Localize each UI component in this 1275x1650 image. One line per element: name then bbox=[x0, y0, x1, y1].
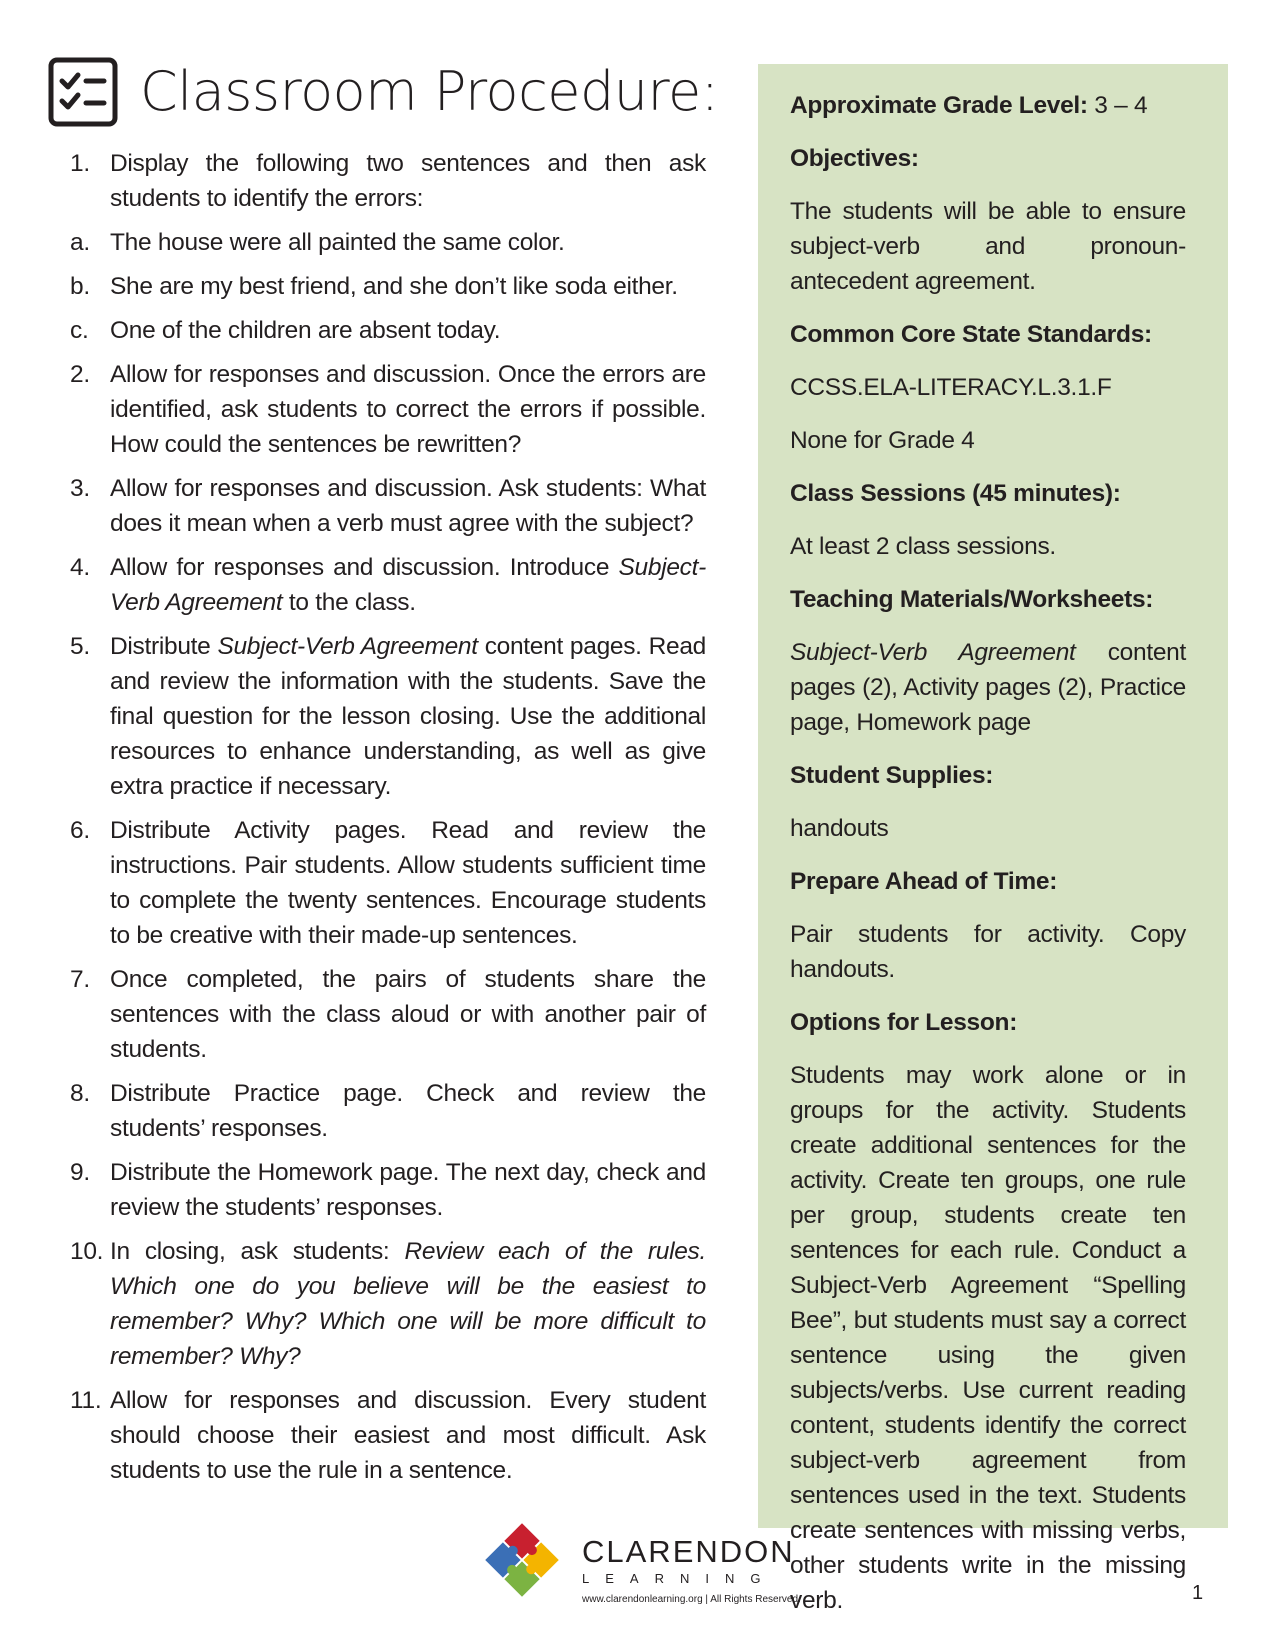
procedure-step bbox=[70, 471, 706, 541]
step-number: 11. bbox=[70, 1387, 102, 1414]
step-text-segment: Display the following two sentences and then ask students to identify the errors: bbox=[110, 150, 706, 212]
step-text-italic: Subject-Verb Agreement bbox=[217, 633, 478, 660]
grade-level-label: Approximate Grade Level: bbox=[790, 92, 1088, 119]
sessions-text: At least 2 class sessions. bbox=[790, 533, 1056, 560]
step-text bbox=[110, 269, 706, 304]
step-text-segment: Distribute the Homework page. The next day, check and review the students’ responses. bbox=[110, 1159, 706, 1221]
step-text-segment: Allow for responses and discussion. Every student should choose their easiest and most difficult. Ask students to use the rule in a sentence. bbox=[110, 1387, 706, 1484]
step-text-segment: content pages. Read and review the information with the students. Save the final question for the lesson closing. Use the additional resources to enhance understanding, as well as give extra practice if necessary. bbox=[110, 633, 706, 800]
supplies-label: Student Supplies: bbox=[790, 762, 994, 789]
step-number: 4. bbox=[70, 554, 90, 581]
step-text bbox=[110, 471, 706, 541]
objectives-label: Objectives: bbox=[790, 145, 919, 172]
step-text bbox=[110, 357, 706, 462]
brand-sub: LEARNING bbox=[582, 1571, 777, 1586]
step-text-italic: Subject-Verb Agreement bbox=[110, 554, 706, 616]
step-text-italic: Review each of the rules. Which one do you believe will be the easiest to remember? Why? Which one will be more difficult to remember? Why? bbox=[110, 1238, 707, 1370]
options-text: Students may work alone or in groups for the activity. Students create additional sentences for the activity. Create ten groups, one rule per group, students create ten sentences for each rule. Conduct a Subject-Verb Agreement “Spelling Bee”, but students must say a correct sentence using the given subjects/verbs. Use current reading content, students identify the correct subject-verb agreement from sentences used in the text. Students create sentences with missing verbs, other students write in the missing verb. bbox=[790, 1062, 1186, 1614]
step-number: c. bbox=[70, 317, 89, 344]
procedure-step bbox=[70, 313, 706, 348]
procedure-step bbox=[70, 269, 706, 304]
step-text bbox=[110, 629, 706, 804]
step-text-segment: The house were all painted the same color. bbox=[110, 229, 565, 256]
checklist-icon bbox=[48, 57, 118, 127]
step-number: 3. bbox=[70, 475, 90, 502]
procedure-step bbox=[70, 225, 706, 260]
grade-level bbox=[790, 88, 1186, 123]
objectives-text: The students will be able to ensure subject-verb and pronoun-antecedent agreement. bbox=[790, 198, 1186, 295]
procedure-step bbox=[70, 962, 706, 1067]
step-text-segment: Once completed, the pairs of students share the sentences with the class aloud or with another pair of students. bbox=[110, 966, 706, 1063]
step-text-segment: One of the children are absent today. bbox=[110, 317, 501, 344]
step-number: 5. bbox=[70, 633, 90, 660]
brand-name: CLARENDON bbox=[582, 1534, 795, 1569]
step-text bbox=[110, 1155, 706, 1225]
header bbox=[48, 52, 718, 132]
step-text-segment: to the class. bbox=[282, 589, 416, 616]
step-text-segment: Allow for responses and discussion. Once the errors are identified, ask students to correct the errors if possible. How could the sentences be rewritten? bbox=[110, 361, 706, 458]
step-text bbox=[110, 813, 706, 953]
materials-label: Teaching Materials/Worksheets: bbox=[790, 586, 1154, 613]
step-text bbox=[110, 550, 706, 620]
grade-level-value: 3 – 4 bbox=[1087, 92, 1148, 119]
sessions-label: Class Sessions (45 minutes): bbox=[790, 480, 1121, 507]
step-text bbox=[110, 146, 706, 216]
step-text-segment: Allow for responses and discussion. Ask students: What does it mean when a verb must agree with the subject? bbox=[110, 475, 706, 537]
step-number: 10. bbox=[70, 1238, 104, 1265]
step-text bbox=[110, 225, 706, 260]
prepare-text: Pair students for activity. Copy handouts. bbox=[790, 921, 1186, 983]
step-text-segment: In closing, ask students: bbox=[110, 1238, 405, 1265]
step-text-segment: Distribute bbox=[110, 633, 218, 660]
brand-url: www.clarendonlearning.org | All Rights Reserved. bbox=[582, 1594, 801, 1605]
materials-italic: Subject-Verb Agreement bbox=[790, 639, 1076, 666]
page-number: 1 bbox=[1192, 1582, 1204, 1604]
procedure-step bbox=[70, 813, 706, 953]
supplies-text: handouts bbox=[790, 815, 889, 842]
materials-text bbox=[790, 635, 1186, 740]
procedure-step bbox=[70, 357, 706, 462]
step-text bbox=[110, 1234, 706, 1374]
step-text bbox=[110, 313, 706, 348]
options-label: Options for Lesson: bbox=[790, 1009, 1018, 1036]
standards-grade-4: None for Grade 4 bbox=[790, 427, 975, 454]
step-number: a. bbox=[70, 229, 90, 256]
step-number: 1. bbox=[70, 150, 90, 177]
procedure-step bbox=[70, 550, 706, 620]
page-title: Classroom Procedure: bbox=[140, 60, 719, 123]
step-text bbox=[110, 1383, 706, 1488]
procedure-step bbox=[70, 146, 706, 216]
step-number: 7. bbox=[70, 966, 90, 993]
step-text-segment: Allow for responses and discussion. Introduce bbox=[110, 554, 619, 581]
step-text-segment: She are my best friend, and she don’t like soda either. bbox=[110, 273, 678, 300]
standards-grade-3: CCSS.ELA-LITERACY.L.3.1.F bbox=[790, 374, 1112, 401]
step-number: b. bbox=[70, 273, 90, 300]
procedure-step bbox=[70, 629, 706, 804]
step-number: 9. bbox=[70, 1159, 90, 1186]
lesson-info-sidebar bbox=[758, 64, 1228, 1614]
clarendon-logo bbox=[482, 1516, 801, 1606]
prepare-label: Prepare Ahead of Time: bbox=[790, 868, 1058, 895]
step-number: 8. bbox=[70, 1080, 90, 1107]
procedure-step bbox=[70, 1155, 706, 1225]
standards-label: Common Core State Standards: bbox=[790, 321, 1152, 348]
step-number: 6. bbox=[70, 817, 90, 844]
brand-text bbox=[582, 1536, 801, 1605]
procedure-step bbox=[70, 1076, 706, 1146]
step-number: 2. bbox=[70, 361, 90, 388]
procedure-list bbox=[70, 146, 706, 1497]
materials-rest: content pages (2), Activity pages (2), Practice page, Homework page bbox=[790, 639, 1186, 736]
procedure-step bbox=[70, 1234, 706, 1374]
step-text bbox=[110, 1076, 706, 1146]
step-text bbox=[110, 962, 706, 1067]
step-text-segment: Distribute Practice page. Check and review the students’ responses. bbox=[110, 1080, 706, 1142]
procedure-step bbox=[70, 1383, 706, 1488]
step-text-segment: Distribute Activity pages. Read and review the instructions. Pair students. Allow students sufficient time to complete the twenty sentences. Encourage students to be creative with their made-up sentences. bbox=[110, 817, 706, 949]
